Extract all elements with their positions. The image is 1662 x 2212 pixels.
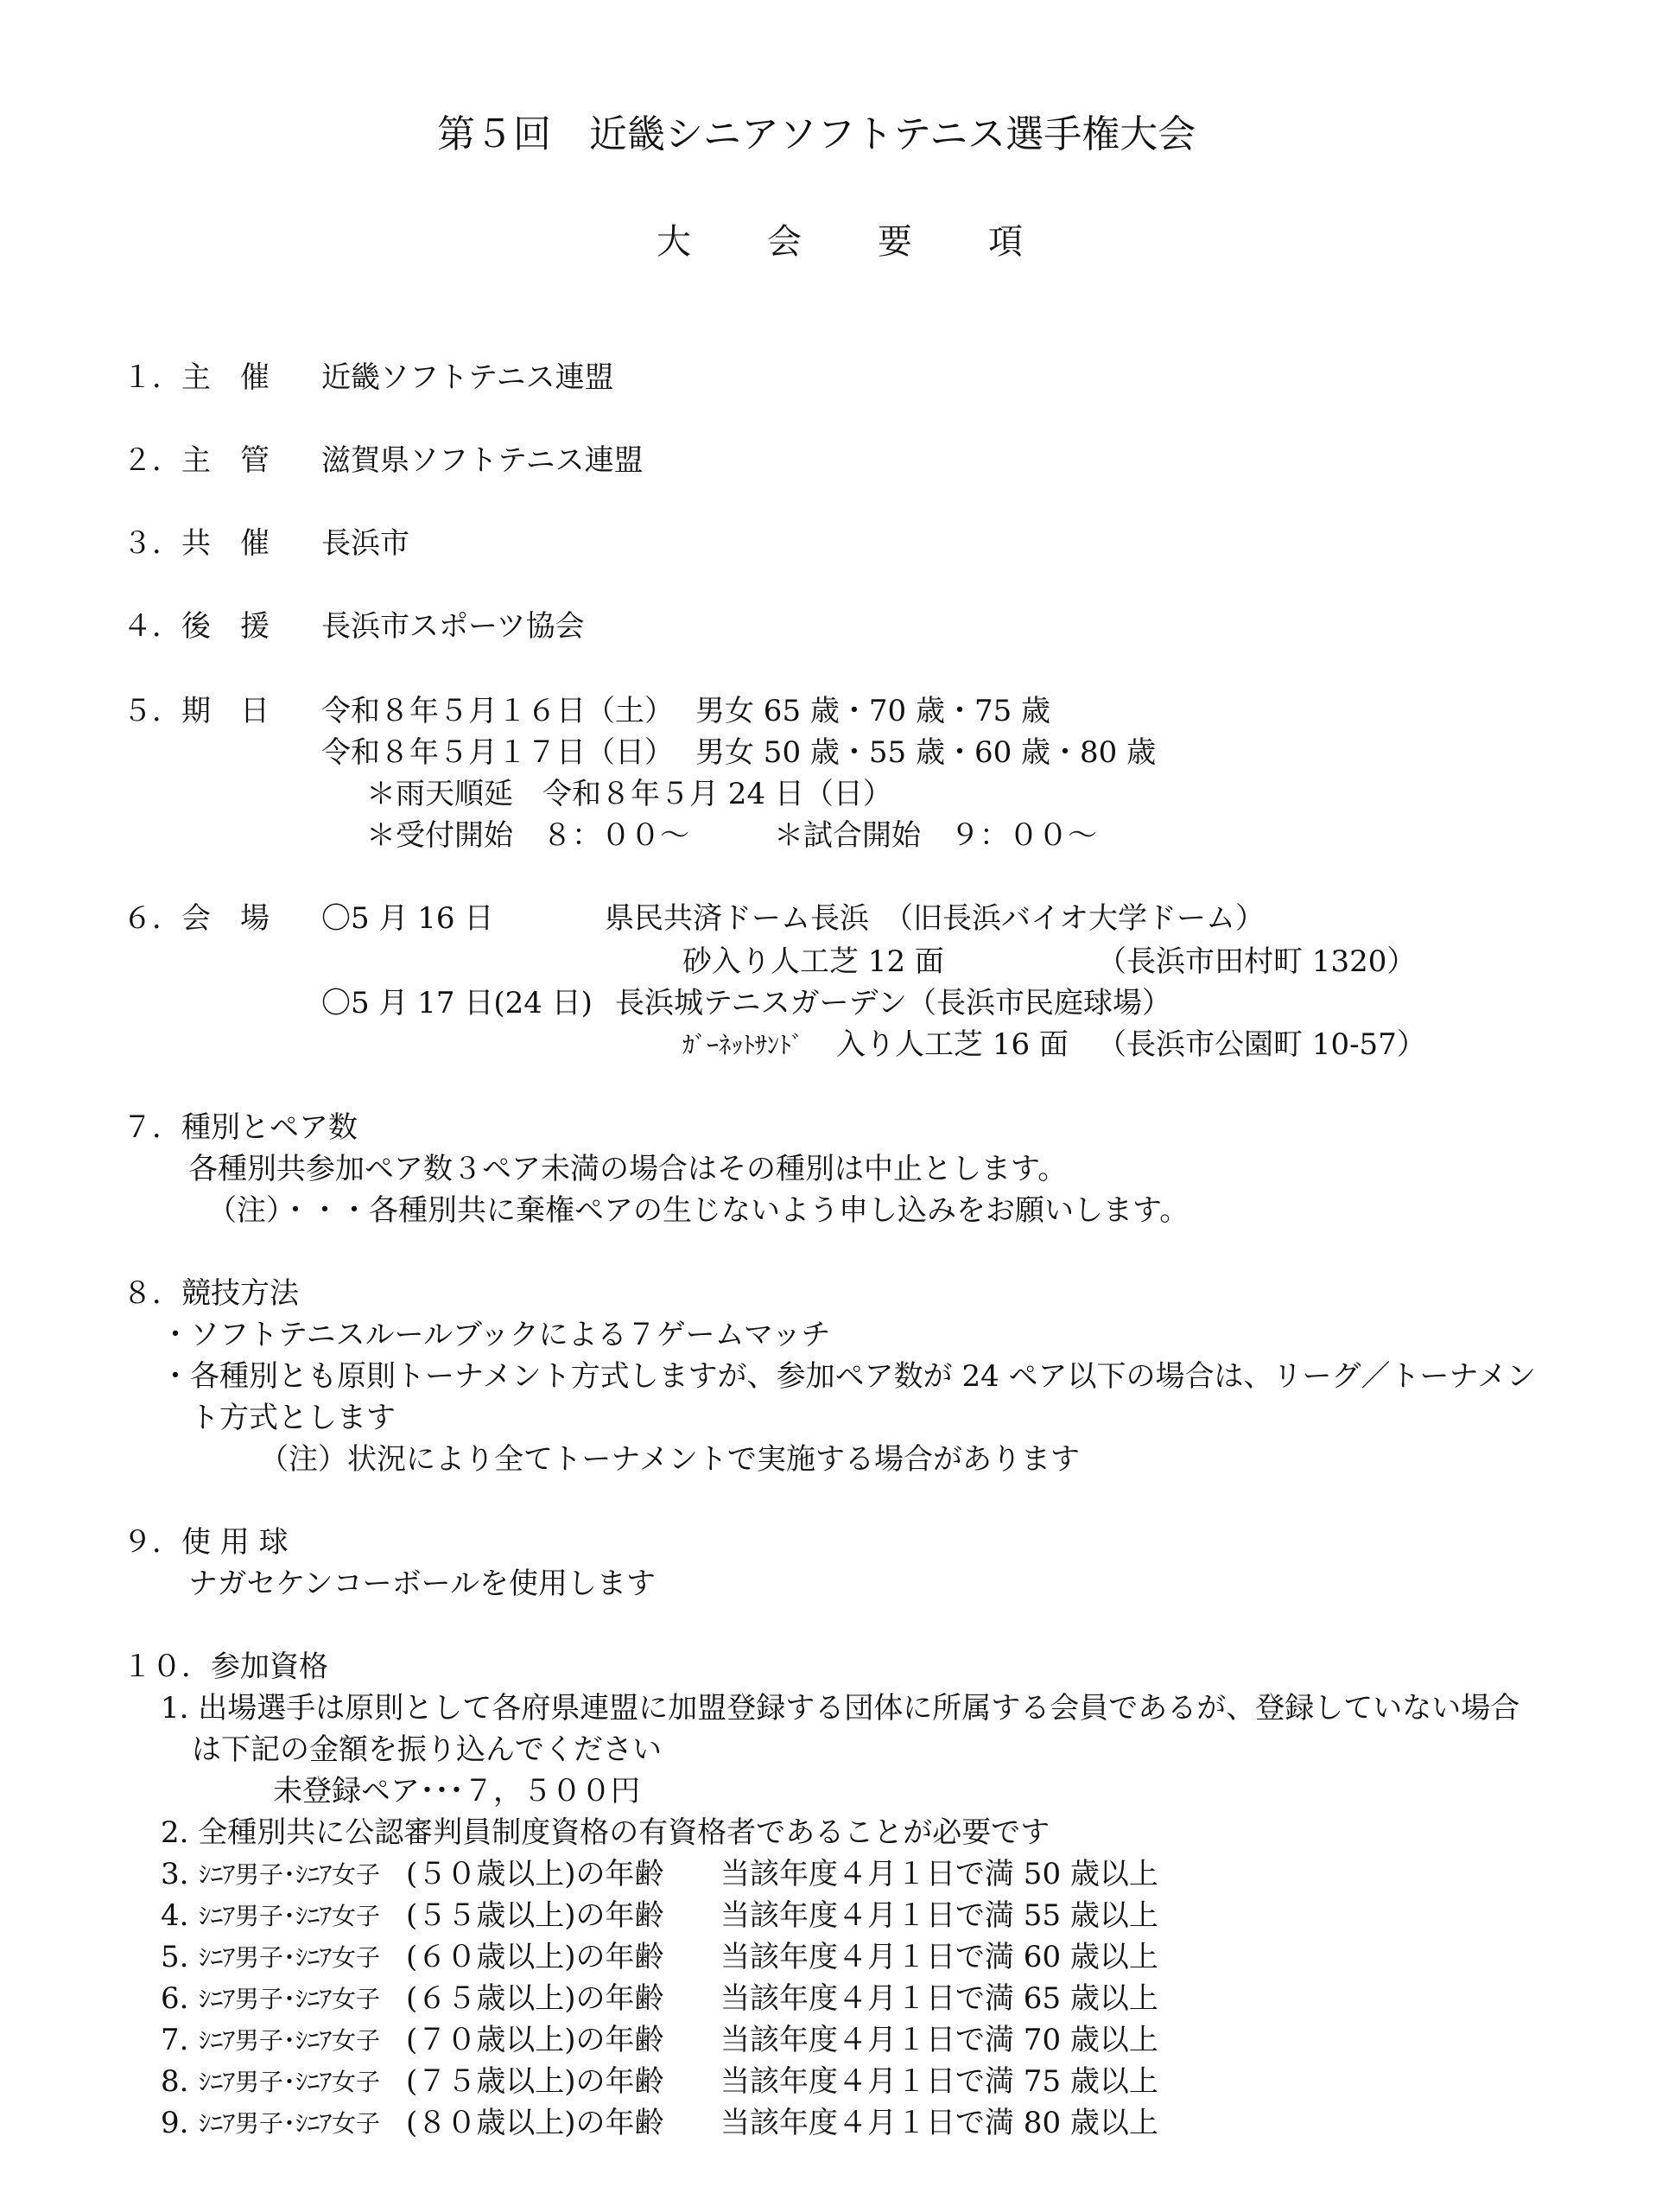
age-row-num: 7. xyxy=(161,2023,189,2057)
age-row-num: 5. xyxy=(161,1940,189,1974)
venue-1-date: 〇5 月 16 日 xyxy=(321,901,494,936)
section-4-label: ４．後 援 xyxy=(123,609,270,644)
eligibility-item-1-cont: は下記の金額を振り込んでください xyxy=(192,1732,662,1767)
age-row-num: 6. xyxy=(161,1981,189,2016)
reception-time: ＊受付開始 ８：００～ xyxy=(366,818,689,853)
section-7-note: （注）・・・各種別共に棄権ペアの生じないよう申し込みをお願いします。 xyxy=(207,1193,1189,1228)
age-row-category: ｼﾆｱ男子･ｼﾆｱ女子 xyxy=(199,1985,381,2013)
age-row-category: ｼﾆｱ男子･ｼﾆｱ女子 xyxy=(199,1943,381,1972)
day1-date: 令和８年５月１６日（土） xyxy=(321,694,674,728)
age-row-band: (６５歳以上)の年齢 xyxy=(406,1981,664,2016)
age-row-num: 3. xyxy=(161,1857,189,1891)
venue-1-address: （長浜市田村町 1320） xyxy=(1097,944,1417,979)
age-row-category: ｼﾆｱ男子･ｼﾆｱ女子 xyxy=(199,2109,381,2138)
age-row-category: ｼﾆｱ男子･ｼﾆｱ女子 xyxy=(199,2068,381,2096)
section-7-text: 各種別共参加ペア数３ペア未満の場合はその種別は中止とします。 xyxy=(188,1152,1068,1186)
section-6-label: ６．会 場 xyxy=(123,901,270,936)
section-8-bullet-2-cont: ト方式とします xyxy=(190,1401,396,1435)
age-row-condition: 当該年度４月１日で満 65 歳以上 xyxy=(720,1981,1158,2016)
section-1-value: 近畿ソフトテニス連盟 xyxy=(321,360,614,395)
match-start-time: ＊試合開始 ９：００～ xyxy=(774,818,1097,853)
venue-2-date: 〇5 月 17 日(24 日) xyxy=(321,986,593,1020)
age-row-num: 8. xyxy=(161,2064,189,2099)
age-row-condition: 当該年度４月１日で満 70 歳以上 xyxy=(720,2023,1158,2057)
section-8-bullet-1: ・ソフトテニスルールブックによる７ゲームマッチ xyxy=(161,1318,831,1352)
section-8-heading: ８．競技方法 xyxy=(123,1276,299,1311)
eligibility-item-2: 2. 全種別共に公認審判員制度資格の有資格者であることが必要です xyxy=(161,1815,1050,1850)
age-row-category: ｼﾆｱ男子･ｼﾆｱ女子 xyxy=(199,2026,381,2055)
age-row-condition: 当該年度４月１日で満 75 歳以上 xyxy=(720,2064,1158,2099)
document-subtitle xyxy=(657,222,1023,262)
section-3-value: 長浜市 xyxy=(321,526,409,561)
day1-events: 男女 65 歳・70 歳・75 歳 xyxy=(695,694,1051,728)
age-row-num: 4. xyxy=(161,1898,189,1933)
subtitle-char: 要 xyxy=(878,222,912,262)
section-2-value: 滋賀県ソフトテニス連盟 xyxy=(321,443,644,478)
age-row-band: (８０歳以上)の年齢 xyxy=(406,2106,664,2140)
section-5-label: ５．期 日 xyxy=(123,694,270,728)
age-row-category: ｼﾆｱ男子･ｼﾆｱ女子 xyxy=(199,1902,381,1930)
age-row-num: 9. xyxy=(161,2106,189,2140)
age-row-band: (６０歳以上)の年齢 xyxy=(406,1940,664,1974)
day2-events: 男女 50 歳・55 歳・60 歳・80 歳 xyxy=(695,735,1157,770)
venue-2-address: （長浜市公園町 10-57） xyxy=(1097,1027,1426,1062)
eligibility-item-1: 1. 出場選手は原則として各府県連盟に加盟登録する団体に所属する会員であるが、登録していない場合 xyxy=(161,1691,1520,1726)
age-row-band: (７５歳以上)の年齢 xyxy=(406,2064,664,2099)
venue-1-surface: 砂入り人工芝 12 面 xyxy=(682,944,944,979)
age-row-condition: 当該年度４月１日で満 60 歳以上 xyxy=(720,1940,1158,1974)
venue-2-name: 長浜城テニスガーデン（長浜市民庭球場） xyxy=(615,986,1171,1020)
document-title: 第５回 近畿シニアソフトテニス選手権大会 xyxy=(437,112,1196,156)
age-row-band: (７０歳以上)の年齢 xyxy=(406,2023,664,2057)
rain-date: ＊雨天順延 令和８年５月 24 日（日） xyxy=(366,777,892,811)
age-row-band: (５０歳以上)の年齢 xyxy=(406,1857,664,1891)
venue-1-name: 県民共済ドーム長浜 （旧長浜バイオ大学ドーム） xyxy=(605,901,1265,936)
section-10-heading: １０．参加資格 xyxy=(123,1649,328,1684)
section-8-note: （注）状況により全てトーナメントで実施する場合があります xyxy=(259,1442,1080,1477)
day2-date: 令和８年５月１７日（日） xyxy=(321,735,674,770)
section-9-text: ナガセケンコーボールを使用します xyxy=(188,1567,656,1601)
section-4-value: 長浜市スポーツ協会 xyxy=(321,609,585,644)
subtitle-char: 大 xyxy=(657,222,691,262)
section-8-bullet-2: ・各種別とも原則トーナメント方式しますが、参加ペア数が 24 ペア以下の場合は、リーグ／トーナメン xyxy=(161,1359,1537,1394)
section-2-label: ２．主 管 xyxy=(123,443,270,478)
age-row-condition: 当該年度４月１日で満 55 歳以上 xyxy=(720,1898,1158,1933)
subtitle-char: 項 xyxy=(988,222,1023,262)
section-9-heading: ９．使 用 球 xyxy=(123,1525,289,1560)
section-7-heading: ７．種別とペア数 xyxy=(123,1110,358,1145)
venue-2-surface: 入り人工芝 16 面 xyxy=(836,1027,1069,1062)
venue-2-surface-kana: ｶﾞｰﾈｯﾄｻﾝﾄﾞ xyxy=(682,1031,804,1059)
subtitle-char: 会 xyxy=(767,222,802,262)
age-row-band: (５５歳以上)の年齢 xyxy=(406,1898,664,1933)
unregistered-fee: 未登録ペア･･･７，５００円 xyxy=(273,1774,640,1808)
age-row-condition: 当該年度４月１日で満 80 歳以上 xyxy=(720,2106,1158,2140)
age-row-category: ｼﾆｱ男子･ｼﾆｱ女子 xyxy=(199,1860,381,1889)
age-row-condition: 当該年度４月１日で満 50 歳以上 xyxy=(720,1857,1158,1891)
section-3-label: ３．共 催 xyxy=(123,526,270,561)
section-1-label: １．主 催 xyxy=(123,360,270,395)
